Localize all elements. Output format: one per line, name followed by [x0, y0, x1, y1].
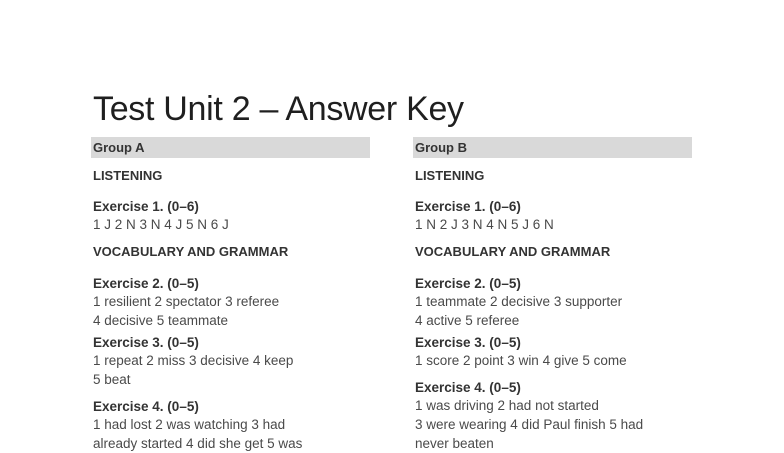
- exercise-title: Exercise 2. (0–5): [93, 276, 199, 291]
- group-b-header: Group B: [413, 137, 692, 158]
- answer-line: 1 had lost 2 was watching 3 had: [93, 417, 286, 432]
- exercise-title: Exercise 1. (0–6): [93, 199, 199, 214]
- exercise-title: Exercise 3. (0–5): [415, 335, 521, 350]
- answer-line: already started 4 did she get 5 was: [93, 436, 303, 451]
- answer-line: 1 teammate 2 decisive 3 supporter: [415, 294, 623, 309]
- answer-line: 4 decisive 5 teammate: [93, 313, 229, 328]
- answer-line: never beaten: [415, 436, 494, 451]
- group-a-exercise-2: [93, 276, 370, 330]
- group-a-vocab-title: VOCABULARY AND GRAMMAR: [93, 244, 289, 259]
- answer-line: 5 beat: [93, 372, 131, 387]
- exercise-title: Exercise 2. (0–5): [415, 276, 521, 291]
- group-a-listening-title: LISTENING: [93, 168, 163, 183]
- group-a-exercise-1: [93, 199, 370, 234]
- exercise-title: Exercise 4. (0–5): [415, 380, 521, 395]
- group-a-column: [91, 137, 370, 451]
- answer-line: 3 were wearing 4 did Paul finish 5 had: [415, 417, 644, 432]
- answer-line: 1 score 2 point 3 win 4 give 5 come: [415, 353, 627, 368]
- group-b-exercise-1: [415, 199, 692, 234]
- group-b-column: [413, 137, 692, 451]
- group-a-header: Group A: [91, 137, 370, 158]
- group-b-vocab-title: VOCABULARY AND GRAMMAR: [415, 244, 611, 259]
- answer-line: 1 was driving 2 had not started: [415, 398, 599, 413]
- group-b-exercise-4: [415, 380, 692, 453]
- exercise-title: Exercise 3. (0–5): [93, 335, 199, 350]
- exercise-title: Exercise 4. (0–5): [93, 399, 199, 414]
- group-b-listening-title: LISTENING: [415, 168, 485, 183]
- page-title: Test Unit 2 – Answer Key: [93, 90, 464, 128]
- group-a-exercise-3: [93, 335, 370, 389]
- answer-line: 1 N 2 J 3 N 4 N 5 J 6 N: [415, 217, 554, 232]
- group-b-exercise-2: [415, 276, 692, 330]
- exercise-title: Exercise 1. (0–6): [415, 199, 521, 214]
- answer-line: 1 J 2 N 3 N 4 J 5 N 6 J: [93, 217, 229, 232]
- group-a-exercise-4: [93, 399, 370, 453]
- answer-line: 1 resilient 2 spectator 3 referee: [93, 294, 280, 309]
- answer-line: 4 active 5 referee: [415, 313, 520, 328]
- group-b-exercise-3: [415, 335, 692, 370]
- answer-line: 1 repeat 2 miss 3 decisive 4 keep: [93, 353, 294, 368]
